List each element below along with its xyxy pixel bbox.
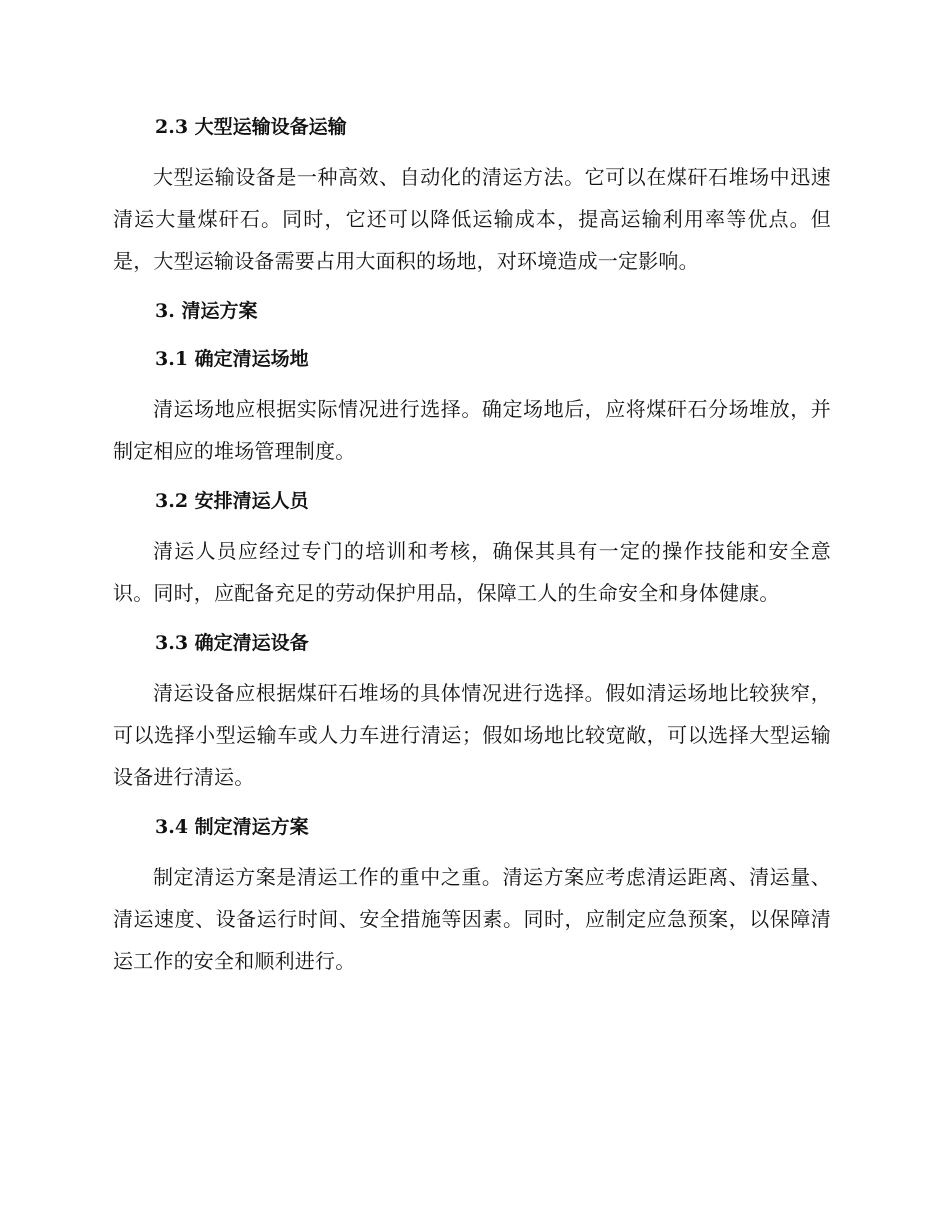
document-page	[113, 108, 831, 992]
section-heading-3-4: 3.4 制定清运方案	[155, 816, 309, 838]
section-heading-3: 3. 清运方案	[155, 300, 258, 322]
paragraph-large-transport: 大型运输设备是一种高效、自动化的清运方法。它可以在煤矸石堆场中迅速清运大量煤矸石。同时，它还可以降低运输成本，提高运输利用率等优点。但是，大型运输设备需要占用大面积的场地，对环境造成一定影响。	[113, 165, 831, 273]
section-heading-3-2: 3.2 安排清运人员	[155, 490, 309, 512]
section-heading-2-3: 2.3 大型运输设备运输	[155, 116, 347, 138]
paragraph-equipment: 清运设备应根据煤矸石堆场的具体情况进行选择。假如清运场地比较狭窄，可以选择小型运输车或人力车进行清运；假如场地比较宽敞，可以选择大型运输设备进行清运。	[113, 681, 831, 789]
paragraph-plan: 制定清运方案是清运工作的重中之重。清运方案应考虑清运距离、清运量、清运速度、设备运行时间、安全措施等因素。同时，应制定应急预案，以保障清运工作的安全和顺利进行。	[113, 865, 831, 973]
paragraph-site-selection: 清运场地应根据实际情况进行选择。确定场地后，应将煤矸石分场堆放，并制定相应的堆场管理制度。	[113, 397, 831, 463]
section-heading-3-1: 3.1 确定清运场地	[155, 348, 309, 370]
section-heading-3-3: 3.3 确定清运设备	[155, 632, 309, 654]
paragraph-personnel: 清运人员应经过专门的培训和考核，确保其具有一定的操作技能和安全意识。同时，应配备充足的劳动保护用品，保障工人的生命安全和身体健康。	[113, 539, 831, 605]
